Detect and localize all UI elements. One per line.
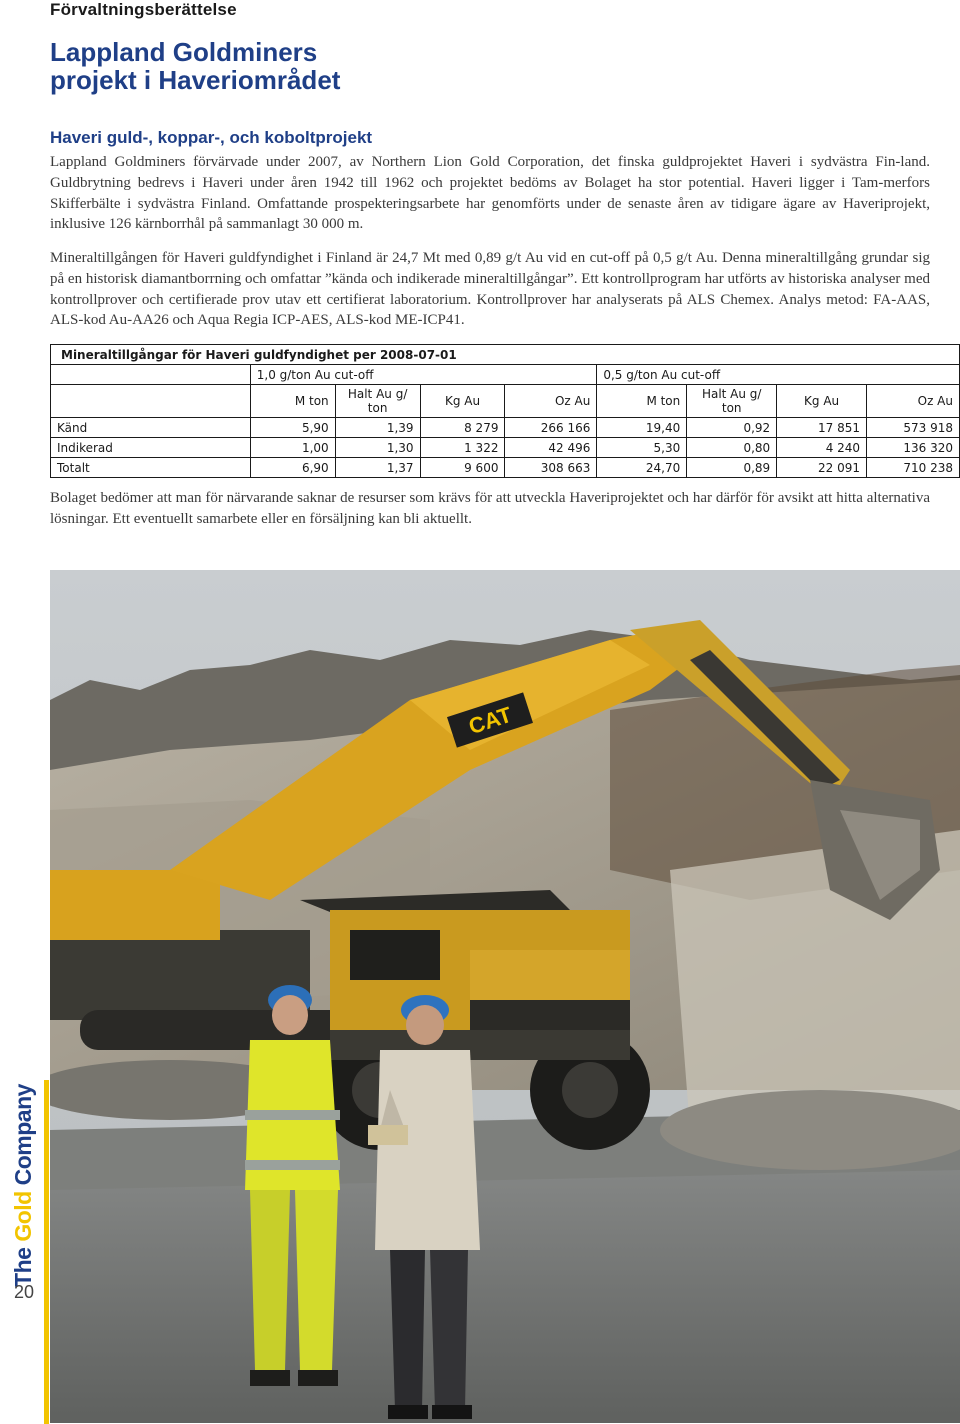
table-cell: 42 496 (505, 438, 597, 458)
row-label: Känd (51, 418, 251, 438)
table-cell: 5,90 (250, 418, 335, 438)
page-title-line1: Lappland Goldminers (50, 37, 318, 67)
table-cell: 0,92 (687, 418, 777, 438)
table-cell: 19,40 (597, 418, 687, 438)
table-cell: 308 663 (505, 458, 597, 478)
brand-word-the: The (9, 1247, 36, 1287)
column-header: Oz Au (867, 385, 960, 418)
table-title: Mineraltillgångar för Haveri guldfyndighet per 2008-07-01 (51, 345, 960, 365)
excavator-brand-label: CAT (465, 701, 515, 740)
table-row (51, 458, 960, 478)
table-cell: 1,00 (250, 438, 335, 458)
page-title-line2: projekt i Haveriområdet (50, 65, 341, 95)
row-label: Indikerad (51, 438, 251, 458)
table-cell: 266 166 (505, 418, 597, 438)
brand-logo (6, 1083, 40, 1287)
table-cell: 8 279 (420, 418, 505, 438)
table-empty-cell (51, 385, 251, 418)
table-title-row (51, 345, 960, 365)
column-header: Halt Au g/ ton (335, 385, 420, 418)
mineral-resources-table (50, 344, 960, 478)
table-cell: 0,89 (687, 458, 777, 478)
table-cell: 1,37 (335, 458, 420, 478)
table-cell: 1 322 (420, 438, 505, 458)
table-row (51, 418, 960, 438)
page-number: 20 (13, 1282, 35, 1302)
column-header: M ton (250, 385, 335, 418)
table-cell: 9 600 (420, 458, 505, 478)
table-cell: 1,30 (335, 438, 420, 458)
table-group-row (51, 365, 960, 385)
subheading: Haveri guld-, koppar-, och koboltprojekt (50, 128, 373, 147)
table-cell: 573 918 (867, 418, 960, 438)
table-empty-cell (51, 365, 251, 385)
mining-site-photo (50, 570, 960, 1423)
sidebar-accent-stripe (44, 1080, 49, 1424)
table-cell: 710 238 (867, 458, 960, 478)
table-cell: 6,90 (250, 458, 335, 478)
table-cell: 5,30 (597, 438, 687, 458)
table-cell: 1,39 (335, 418, 420, 438)
table-cell: 0,80 (687, 438, 777, 458)
table-cell: 4 240 (777, 438, 867, 458)
column-header: M ton (597, 385, 687, 418)
row-label: Totalt (51, 458, 251, 478)
brand-word-gold: Gold (9, 1190, 36, 1242)
column-header: Kg Au (777, 385, 867, 418)
table-row (51, 438, 960, 458)
paragraph-mineral-resource: Mineraltillgången för Haveri guldfyndighet i Finland är 24,7 Mt med 0,89 g/t Au vid en cut-off på 0,5 g/t Au. Denna mineraltillgång grundar sig på en historisk diamantborrning och omfattar ”kända och indikerade mineraltillgångar”. Ett kontrollprogram har utförts av historiska analyser med kontrollprover och certifierade prov utav ett certifierat laboratorium. Kontrollprover har analyserats på ALS Chemex. Analys metod: FA-AAS, ALS-kod Au-AA26 och Aqua Regia ICP-AES, ALS-kod ME-ICP41. (50, 250, 930, 329)
section-label: Förvaltningsberättelse (50, 0, 237, 19)
column-header: Halt Au g/ ton (687, 385, 777, 418)
page-title (50, 38, 750, 94)
table-cell: 24,70 (597, 458, 687, 478)
table-cell: 17 851 (777, 418, 867, 438)
paragraph-intro: Lappland Goldminers förvärvade under 2007, av Northern Lion Gold Corporation, det finska guldprojektet Haveri i sydvästra Fin-land. Guldbrytning bedrevs i Haveri under åren 1942 till 1962 och projektet bedöms av Bolaget ha stor potential. Haveri ligger i Tam-merfors Skifferbälte i sydvästra Finland. Omfattande prospekteringsarbete har genomförts under de senaste åren av tidigare ägare av Haveriprojekt, inklusive 126 kärnborrhål på sammanlagt 30 000 m. (50, 154, 930, 233)
brand-word-company: Company (9, 1083, 36, 1185)
table-group-header-1: 1,0 g/ton Au cut-off (250, 365, 597, 385)
table-group-header-2: 0,5 g/ton Au cut-off (597, 365, 960, 385)
paragraph-conclusion: Bolaget bedömer att man för närvarande saknar de resurser som krävs för att utveckla Haveriprojektet och har därför för avsikt att hitta alternativa lösningar. Ett eventuellt samarbete eller en försäljning kan bli aktuellt. (50, 490, 930, 527)
column-header: Oz Au (505, 385, 597, 418)
table-cell: 136 320 (867, 438, 960, 458)
mining-scene-illustration (50, 570, 960, 1423)
table-cell: 22 091 (777, 458, 867, 478)
table-column-row (51, 385, 960, 418)
column-header: Kg Au (420, 385, 505, 418)
mineral-table-container (50, 344, 960, 478)
